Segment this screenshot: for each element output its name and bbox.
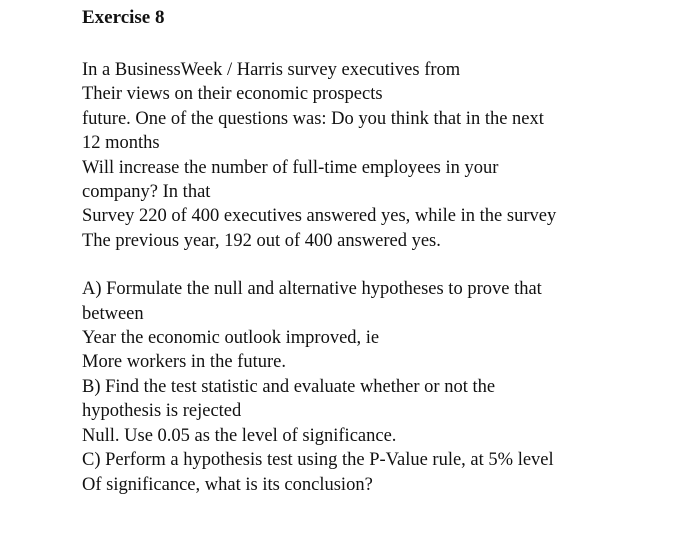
question-line: Year the economic outlook improved, ie: [82, 328, 380, 349]
question-line: Of significance, what is its conclusion?: [82, 474, 373, 495]
statement-line: In a BusinessWeek / Harris survey executives from: [82, 60, 461, 80]
question-line: hypothesis is rejected: [82, 401, 242, 422]
statement-line: Their views on their economic prospects: [82, 84, 383, 105]
question-line: C) Perform a hypothesis test using the P-Value rule, at 5% level: [82, 450, 554, 471]
statement-line: The previous year, 192 out of 400 answered yes.: [82, 230, 441, 251]
statement-line: Will increase the number of full-time employees in your: [82, 157, 499, 178]
paragraph-spacer: [82, 253, 682, 277]
exercise-title: Exercise 8: [82, 7, 165, 28]
statement-line: Survey 220 of 400 executives answered yes, while in the survey: [82, 206, 557, 227]
statement-line: 12 months: [82, 133, 160, 154]
question-line: More workers in the future.: [82, 352, 286, 373]
statement-line: future. One of the questions was: Do you think that in the next: [82, 108, 544, 129]
question-line: Null. Use 0.05 as the level of significance.: [82, 425, 397, 446]
statement-line: company? In that: [82, 182, 211, 203]
question-line: A) Formulate the null and alternative hypotheses to prove that: [82, 279, 542, 300]
question-line: B) Find the test statistic and evaluate whether or not the: [82, 376, 496, 397]
question-line: between: [82, 303, 144, 324]
problem-statement: [82, 58, 682, 253]
questions: [82, 277, 682, 497]
exercise-document: [82, 6, 682, 497]
